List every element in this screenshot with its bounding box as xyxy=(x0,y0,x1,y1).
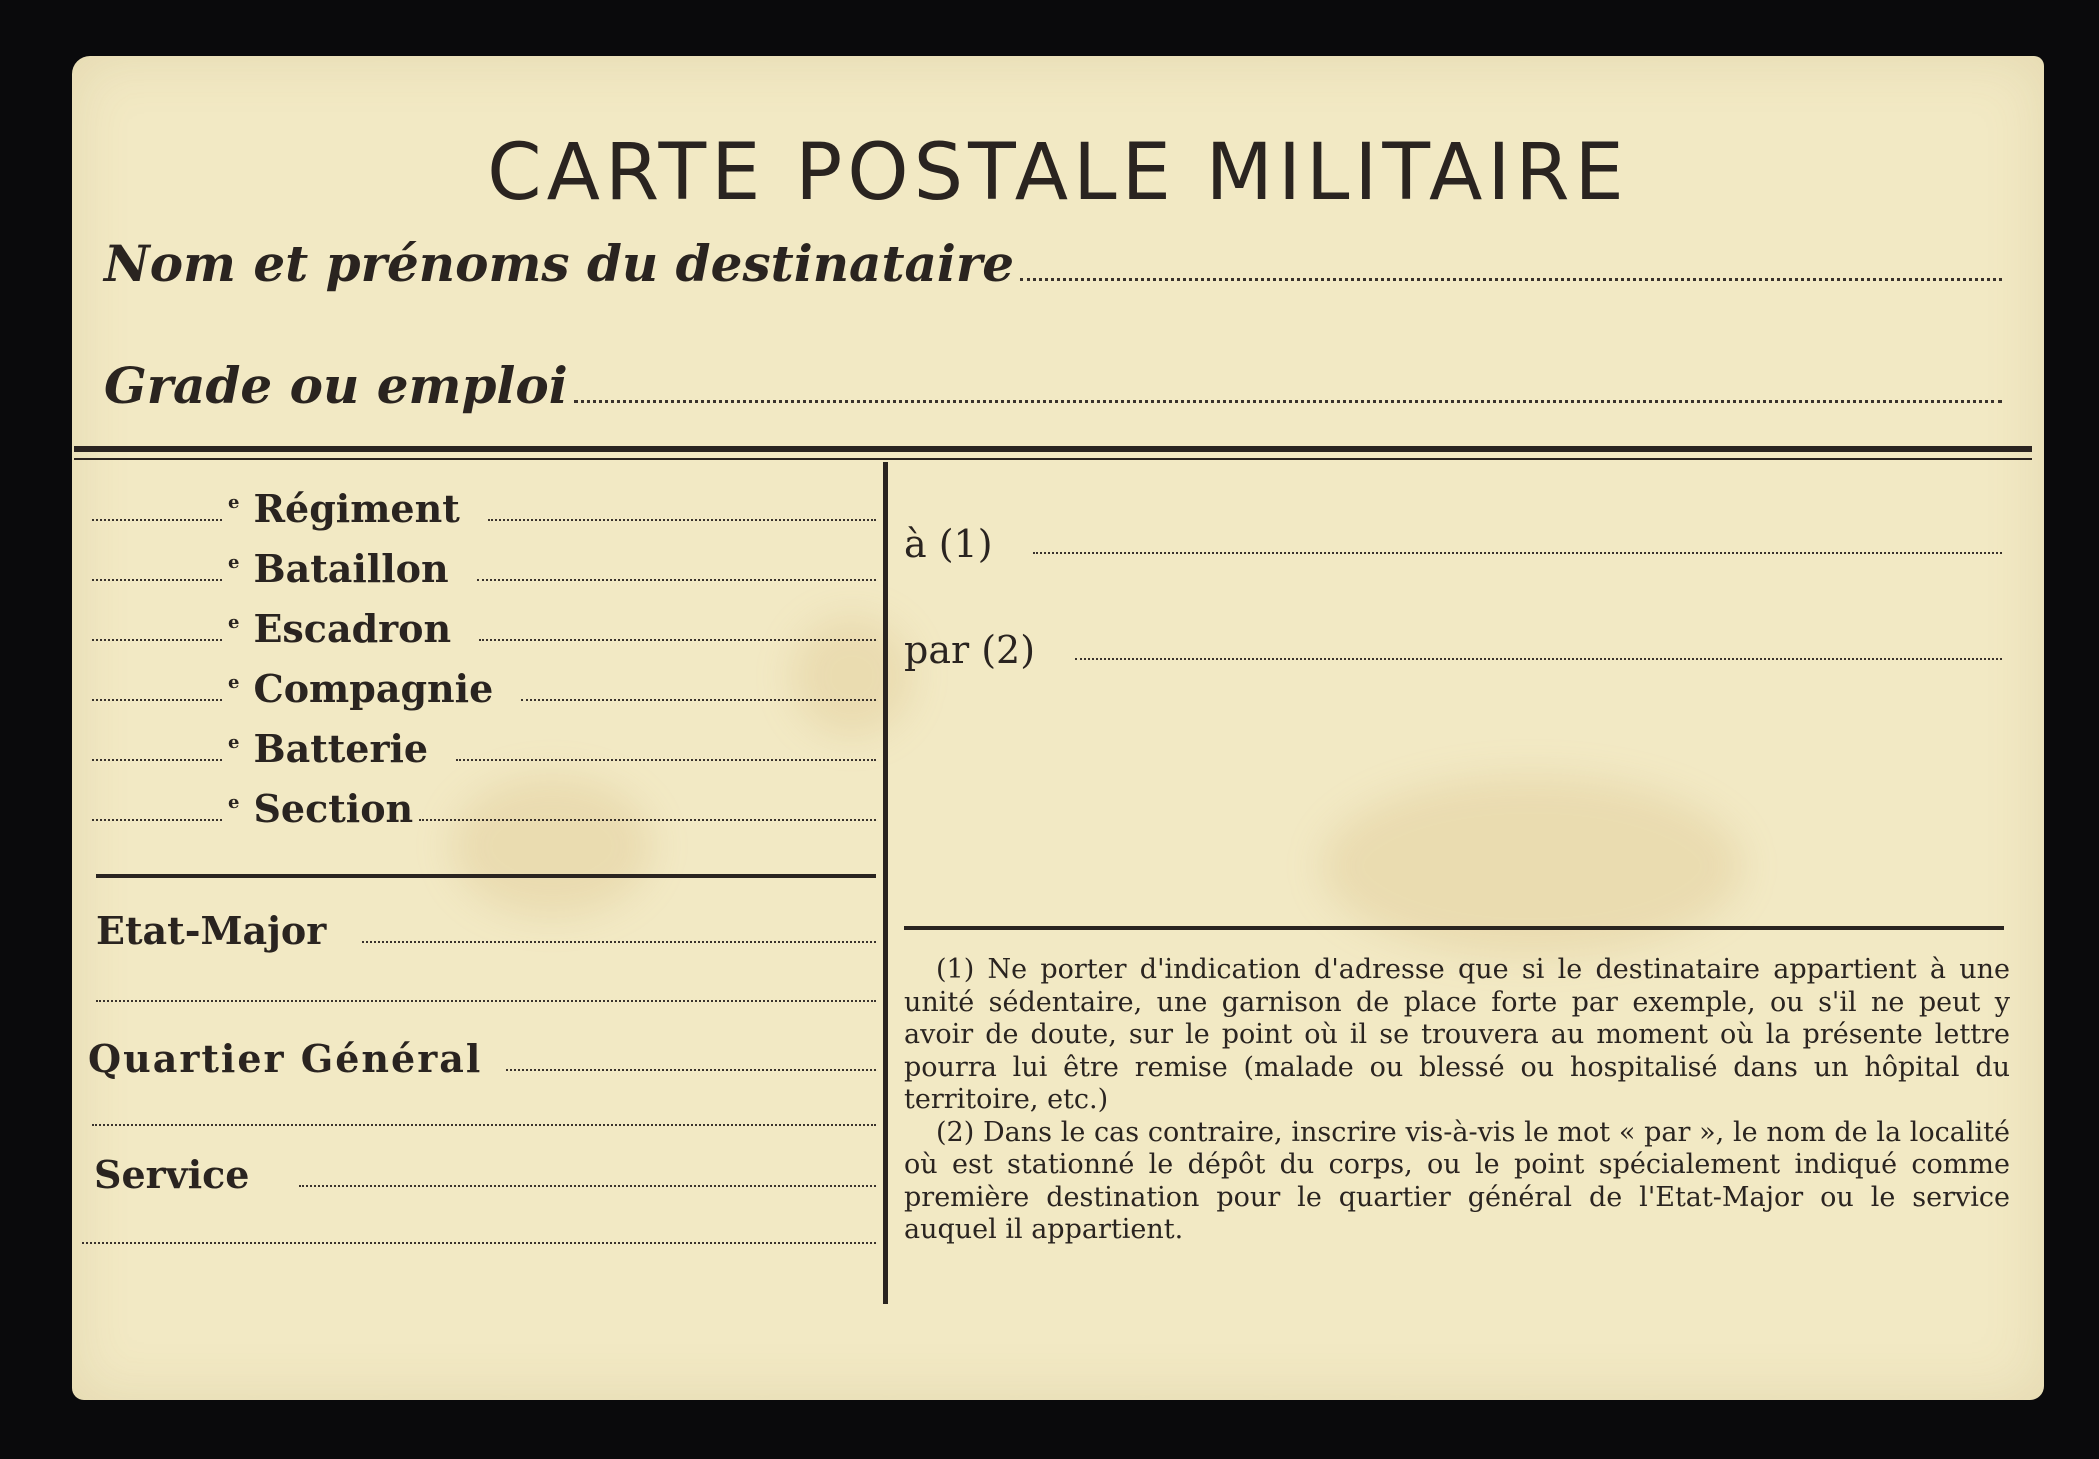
footnote-2: (2) Dans le cas contraire, inscrire vis-à-vis le mot « par », le nom de la localité où est stationné le dépôt du corps, ou le point spécialement indiqué comme première destination pour le quartier général de l'Etat-Major ou le service auquel il appartient. xyxy=(904,1116,2010,1245)
grade-label: Grade ou emploi xyxy=(104,356,568,415)
unit-label: Bataillon xyxy=(253,546,449,591)
left-section-divider xyxy=(96,874,876,878)
service-extra-line[interactable] xyxy=(82,1242,876,1244)
unit-label: Batterie xyxy=(253,726,429,771)
etat-major-label: Etat-Major xyxy=(96,908,327,953)
quartier-general-extra-line[interactable] xyxy=(92,1124,876,1126)
unit-escadron-field[interactable]: e Escadron xyxy=(92,606,876,651)
footnotes xyxy=(904,954,2010,1247)
etat-major-extra-line[interactable] xyxy=(96,1000,876,1002)
main-divider-bottom xyxy=(74,458,2032,460)
main-divider-top xyxy=(74,446,2032,452)
unit-section-field[interactable]: e Section xyxy=(92,786,876,831)
service-field[interactable] xyxy=(94,1152,876,1197)
quartier-general-label: Quartier Général xyxy=(88,1036,483,1081)
unit-label: Section xyxy=(253,786,414,831)
recipient-dotted-line xyxy=(1020,278,2002,281)
etat-major-field[interactable] xyxy=(96,908,876,953)
address-par-label: par (2) xyxy=(904,628,1036,672)
address-a-field[interactable] xyxy=(904,522,2002,566)
unit-compagnie-field[interactable]: e Compagnie xyxy=(92,666,876,711)
notes-divider xyxy=(904,926,2004,930)
card-title: CARTE POSTALE MILITAIRE xyxy=(487,128,1629,218)
service-label: Service xyxy=(94,1152,250,1197)
quartier-general-field[interactable] xyxy=(88,1036,876,1081)
unit-bataillon-field[interactable]: e Bataillon xyxy=(92,546,876,591)
postcard xyxy=(72,56,2044,1400)
unit-label: Régiment xyxy=(253,486,460,531)
unit-label: Compagnie xyxy=(253,666,494,711)
unit-regiment-field[interactable]: e Régiment xyxy=(92,486,876,531)
unit-label: Escadron xyxy=(253,606,452,651)
address-par-field[interactable] xyxy=(904,628,2002,672)
address-a-label: à (1) xyxy=(904,522,993,566)
grade-line[interactable] xyxy=(104,356,2002,415)
vertical-divider xyxy=(883,462,888,1304)
unit-batterie-field[interactable]: e Batterie xyxy=(92,726,876,771)
recipient-name-line[interactable] xyxy=(104,234,2002,293)
grade-dotted-line xyxy=(574,400,2002,403)
recipient-label: Nom et prénoms du destinataire xyxy=(104,234,1015,293)
footnote-1: (1) Ne porter d'indication d'adresse que si le destinataire appartient à une unité sédentaire, une garnison de place forte par exemple, ou s'il ne peut y avoir de doute, sur le point où il se trouvera au moment où la présente lettre pourra lui être remise (malade ou blessé ou hospitalisé dans un hôpital du territoire, etc.) xyxy=(904,954,2010,1115)
